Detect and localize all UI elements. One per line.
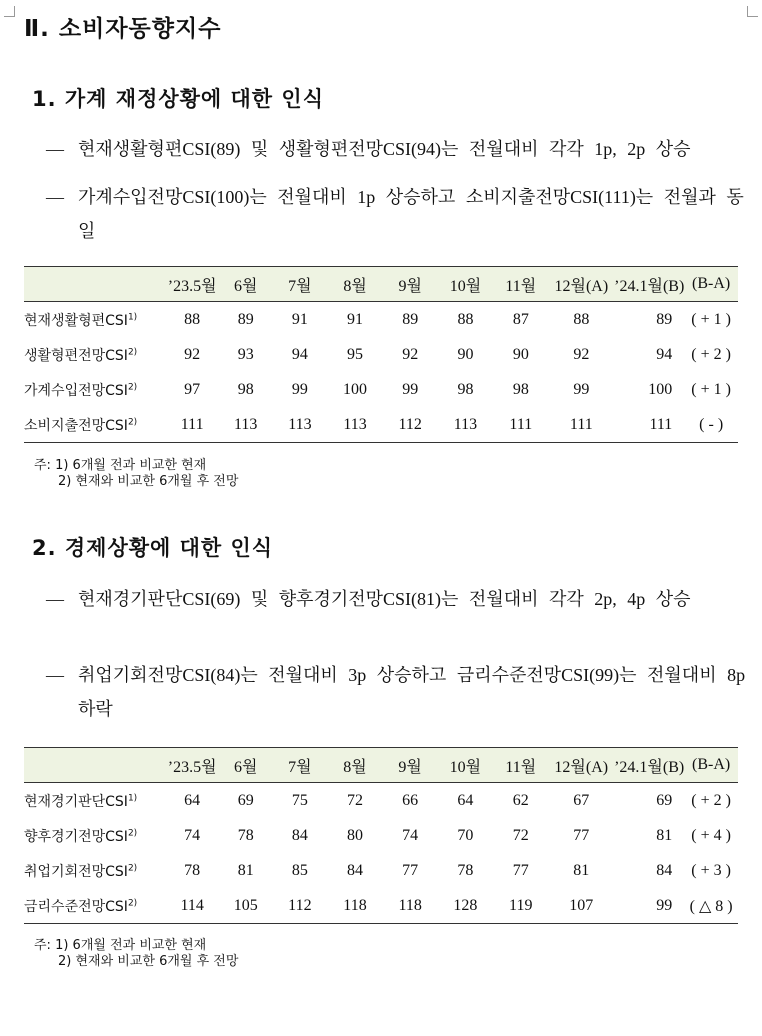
cell: 114: [165, 888, 219, 924]
cell: 72: [347, 791, 363, 809]
dash-icon: —: [46, 665, 64, 685]
part1-bullet-2: — 가계수입전망CSI(100)는 전월대비 1p 상승하고 소비지출전망CSI(111)는 전월과 동일: [46, 180, 746, 248]
cell: 92: [573, 345, 590, 363]
cell: 77: [573, 826, 590, 844]
part1-notes: [34, 458, 238, 490]
diff-cell: ( + 2 ): [691, 791, 731, 809]
header-cell: [24, 748, 165, 783]
table-row: [24, 337, 738, 372]
table-row: [24, 783, 738, 819]
cell: 81: [656, 826, 673, 844]
cell: 64: [457, 791, 474, 809]
cell: 100: [343, 380, 368, 398]
header-cell: ’24.1월(B): [614, 748, 684, 783]
cell: 107: [548, 888, 614, 924]
diff-cell: ( + 2 ): [691, 345, 731, 363]
table-row: [24, 302, 738, 338]
row-label: 가계수입전망CSI$^{2)}$: [24, 381, 138, 399]
cell: 84: [656, 861, 673, 879]
cell: 78: [237, 826, 254, 844]
cell: 67: [573, 791, 590, 809]
row-label: 현재생활형편CSI$^{1)}$: [24, 311, 138, 329]
cell: 98: [512, 380, 529, 398]
header-cell: 11월: [493, 748, 548, 783]
cell: 88: [573, 310, 590, 328]
part1-heading: 1. 가계 재정상황에 대한 인식: [32, 87, 324, 111]
header-cell: 10월: [438, 267, 493, 302]
header-cell: ’23.5월: [165, 267, 219, 302]
corner-mark-right: [747, 6, 758, 17]
header-cell: 10월: [438, 748, 493, 783]
cell: 92: [184, 345, 201, 363]
row-label: 소비지출전망CSI$^{2)}$: [24, 407, 165, 443]
header-cell: ’23.5월: [165, 748, 219, 783]
header-cell: 12월(A): [548, 748, 614, 783]
row-label: 취업기회전망CSI$^{2)}$: [24, 862, 138, 880]
part2-notes: [34, 938, 238, 970]
cell: 89: [237, 310, 254, 328]
cell: 113: [219, 407, 272, 443]
cell: 99: [291, 380, 308, 398]
cell: 113: [327, 407, 382, 443]
cell: 118: [327, 888, 382, 924]
cell: 112: [272, 888, 327, 924]
cell: 113: [438, 407, 493, 443]
cell: 89: [656, 310, 673, 328]
header-cell: 12월(A): [549, 267, 615, 302]
cell: 69: [237, 791, 254, 809]
cell: 98: [237, 380, 254, 398]
cell: 94: [291, 345, 308, 363]
cell: 98: [457, 380, 474, 398]
dash-icon: —: [46, 589, 64, 609]
cell: 111: [614, 407, 684, 443]
part1-bullet-1: — 현재생활형편CSI(89) 및 생활형편전망CSI(94)는 전월대비 각각 1p, 2p 상승: [46, 132, 746, 166]
cell: 97: [184, 380, 201, 398]
economy-csi-table: [24, 747, 738, 924]
cell: 69: [656, 791, 673, 809]
cell: 84: [347, 861, 363, 879]
cell: 70: [457, 826, 474, 844]
cell: 80: [347, 826, 363, 844]
cell: 78: [457, 861, 474, 879]
note-line: 주: 1) 6개월 전과 비교한 현재: [34, 938, 207, 953]
part2-bullet-2: — 취업기회전망CSI(84)는 전월대비 3p 상승하고 금리수준전망CSI(99)는 전월대비 8p 하락: [46, 658, 746, 726]
cell: 88: [457, 310, 474, 328]
table-row: [24, 818, 738, 853]
diff-cell: ( + 3 ): [691, 861, 731, 879]
note-line: 2) 현재와 비교한 6개월 후 전망: [58, 954, 239, 969]
cell: 92: [402, 345, 419, 363]
cell: 87: [512, 310, 529, 328]
cell: 90: [457, 345, 474, 363]
cell: 99: [573, 380, 590, 398]
header-cell: (B-A): [684, 748, 738, 783]
cell: 75: [291, 791, 308, 809]
table-header-row: [24, 267, 738, 302]
table-row: [24, 407, 738, 443]
cell: 77: [512, 861, 529, 879]
cell: 111: [493, 407, 548, 443]
cell: 66: [402, 791, 419, 809]
cell: 105: [219, 888, 272, 924]
cell: 94: [656, 345, 673, 363]
dash-icon: —: [46, 139, 64, 159]
table-row: [24, 372, 738, 407]
part2-bullet-1: — 현재경기판단CSI(69) 및 향후경기전망CSI(81)는 전월대비 각각 2p, 4p 상승: [46, 582, 746, 616]
cell: 74: [402, 826, 419, 844]
header-cell: 11월: [493, 267, 548, 302]
cell: 95: [347, 345, 364, 363]
cell: 84: [291, 826, 308, 844]
cell: 72: [512, 826, 529, 844]
row-label: 금리수준전망CSI$^{2)}$: [24, 888, 165, 924]
row-label: 현재경기판단CSI$^{1)}$: [24, 792, 138, 810]
cell: 62: [512, 791, 529, 809]
header-cell: 8월: [327, 748, 382, 783]
cell: 89: [402, 310, 419, 328]
household-csi-table: [24, 266, 738, 443]
diff-cell: ( - ): [684, 407, 738, 443]
diff-cell: ( + 1 ): [691, 380, 731, 398]
diff-cell: ( + 1 ): [691, 310, 731, 328]
cell: 91: [291, 310, 308, 328]
cell: 91: [347, 310, 364, 328]
cell: 99: [402, 380, 419, 398]
header-cell: 6월: [219, 748, 272, 783]
corner-mark-left: [4, 6, 15, 17]
cell: 100: [648, 380, 673, 398]
cell: 77: [402, 861, 419, 879]
cell: 118: [383, 888, 438, 924]
row-label: 생활형편전망CSI$^{2)}$: [24, 346, 138, 364]
cell: 112: [383, 407, 438, 443]
header-cell: 7월: [272, 748, 327, 783]
diff-cell: ( + 4 ): [691, 826, 731, 844]
header-cell: ’24.1월(B): [614, 267, 684, 302]
header-cell: 6월: [219, 267, 272, 302]
header-cell: 7월: [272, 267, 327, 302]
cell: 113: [272, 407, 327, 443]
cell: 81: [573, 861, 590, 879]
cell: 85: [291, 861, 308, 879]
header-cell: 8월: [327, 267, 382, 302]
header-cell: (B-A): [684, 267, 738, 302]
cell: 88: [184, 310, 201, 328]
cell: 74: [184, 826, 201, 844]
table-row: [24, 888, 738, 924]
table-header-row: [24, 748, 738, 783]
cell: 128: [438, 888, 493, 924]
cell: 78: [184, 861, 201, 879]
cell: 64: [184, 791, 201, 809]
cell: 99: [614, 888, 684, 924]
header-cell: 9월: [383, 748, 438, 783]
part2-heading: 2. 경제상황에 대한 인식: [32, 536, 274, 560]
diff-cell: ( △ 8 ): [684, 888, 738, 924]
cell: 90: [512, 345, 529, 363]
dash-icon: —: [46, 187, 64, 207]
cell: 119: [493, 888, 548, 924]
table-row: [24, 853, 738, 888]
header-cell: 9월: [383, 267, 438, 302]
cell: 111: [549, 407, 615, 443]
cell: 93: [237, 345, 254, 363]
row-label: 향후경기전망CSI$^{2)}$: [24, 827, 138, 845]
cell: 111: [165, 407, 219, 443]
cell: 81: [237, 861, 254, 879]
section-title: Ⅱ. 소비자동향지수: [24, 16, 222, 42]
note-line: 주: 1) 6개월 전과 비교한 현재: [34, 458, 207, 473]
header-cell: [24, 267, 165, 302]
note-line: 2) 현재와 비교한 6개월 후 전망: [58, 474, 239, 489]
